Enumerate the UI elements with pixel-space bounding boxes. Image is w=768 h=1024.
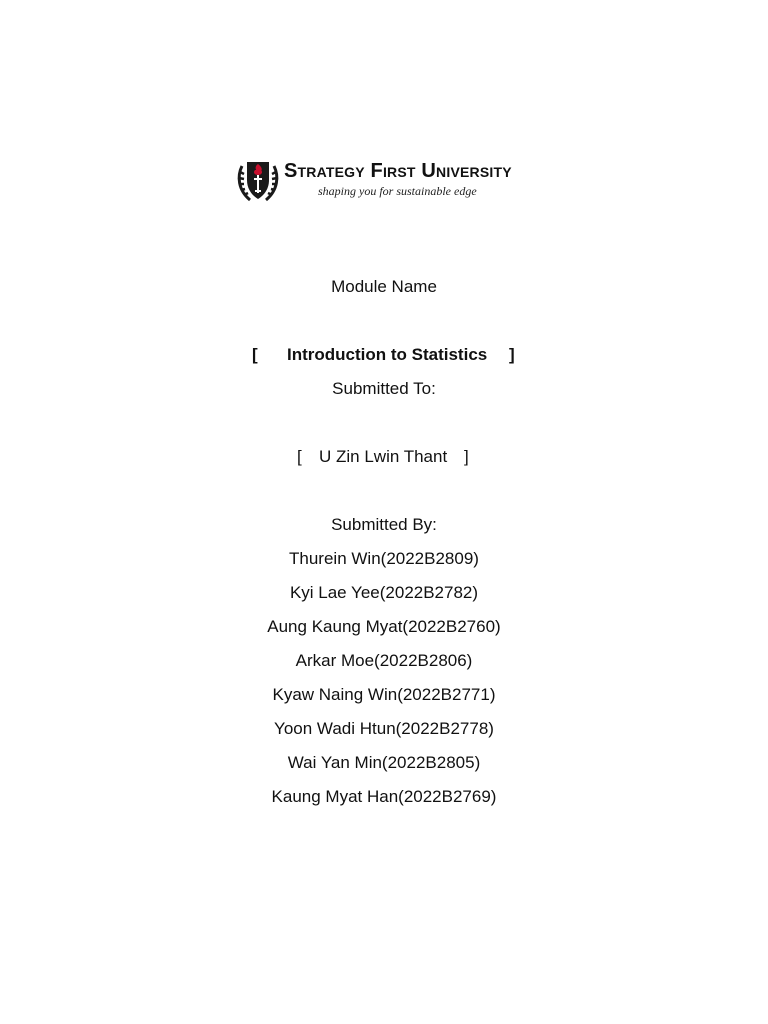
member-name: Yoon Wadi Htun(2022B2778) — [274, 719, 494, 738]
module-title-row — [0, 345, 768, 367]
member-name: Arkar Moe(2022B2806) — [295, 651, 473, 670]
university-crest-icon — [236, 156, 280, 204]
member-name: Aung Kaung Myat(2022B2760) — [267, 617, 501, 636]
submitted-by-label: Submitted By: — [331, 515, 437, 534]
member-name: Kyaw Naing Win(2022B2771) — [272, 685, 496, 704]
lecturer-open-bracket: [ — [297, 447, 302, 466]
lecturer-close-bracket: ] — [464, 447, 469, 466]
member-name: Wai Yan Min(2022B2805) — [287, 753, 481, 772]
module-title: Introduction to Statistics — [287, 345, 488, 364]
university-tagline: shaping you for sustainable edge — [318, 184, 477, 198]
module-label: Module Name — [331, 277, 437, 296]
submitted-to-label: Submitted To: — [332, 379, 436, 398]
member-name: Kaung Myat Han(2022B2769) — [271, 787, 497, 806]
university-name: Strategy First University — [284, 160, 512, 182]
lecturer-row — [0, 447, 768, 469]
member-name: Kyi Lae Yee(2022B2782) — [289, 583, 479, 602]
university-logo — [236, 156, 536, 206]
module-close-bracket: ] — [509, 345, 515, 364]
lecturer-name: U Zin Lwin Thant — [319, 447, 448, 466]
member-name: Thurein Win(2022B2809) — [289, 549, 479, 568]
module-open-bracket: [ — [252, 345, 258, 364]
